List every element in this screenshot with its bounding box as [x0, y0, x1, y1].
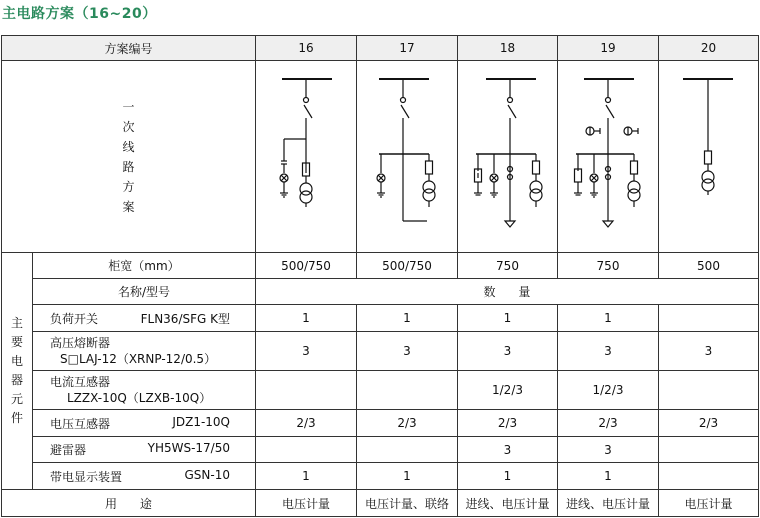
table-cell: [558, 490, 658, 517]
table-cell: [256, 463, 356, 489]
table-cell: [357, 305, 457, 331]
cell-value: 1: [604, 311, 612, 325]
table-cell: [357, 410, 457, 436]
cell-value: 1/2/3: [592, 383, 624, 397]
main-components-label: [2, 253, 32, 489]
component-name: 电流互感器: [50, 375, 111, 389]
row-label-cell: [33, 463, 255, 489]
scheme-number-cell: [357, 36, 457, 60]
scheme-number-cell: [659, 36, 758, 60]
component-model: YH5WS-17/50: [147, 441, 230, 455]
cell-value: 3: [503, 442, 512, 457]
table-cell: [659, 437, 758, 462]
cell-value: 进线、电压计量: [465, 497, 550, 511]
label-char: 线: [122, 139, 135, 154]
table-cell: [256, 410, 356, 436]
scheme-number-cell: [256, 36, 356, 60]
usage-label: [2, 490, 255, 517]
component-model: FLN36/SFG K型: [140, 311, 230, 326]
scheme-number: 19: [600, 41, 616, 55]
table-cell: [256, 305, 356, 331]
label-char: 电: [10, 354, 23, 368]
table-cell: [558, 463, 658, 489]
label-char: 要: [10, 335, 23, 349]
cell-value: 电压计量: [281, 497, 330, 511]
cell-value: 3: [302, 344, 310, 358]
label-char: 元: [10, 392, 23, 406]
table-cell: [659, 490, 758, 517]
table-cell: [558, 305, 658, 331]
component-model: LZZX-10Q（LZXB-10Q）: [67, 391, 212, 405]
cell-value: 1: [604, 469, 612, 483]
component-model: JDZ1-10Q: [172, 414, 230, 429]
name-model-label: [33, 279, 255, 304]
table-cell: [458, 437, 557, 462]
scheme-number: 16: [298, 41, 314, 55]
row-label: [50, 415, 240, 432]
cell-value: 3: [704, 344, 713, 358]
row-label-cell: [33, 371, 255, 409]
row-label-cell: [33, 332, 255, 370]
component-name: 负荷开关: [50, 311, 99, 326]
cell-value: 1: [403, 311, 411, 325]
table-cell: [659, 305, 758, 331]
component-name: 电压互感器: [50, 416, 111, 431]
scheme-number-cell: [558, 36, 658, 60]
scheme-no-header: [2, 36, 255, 60]
circuit-diagram-20: [659, 61, 758, 252]
cell-value: 电压计量、联络: [364, 497, 449, 511]
cabinet-width-label: [33, 253, 255, 278]
table-cell: [357, 437, 457, 462]
label-char: 方: [122, 179, 135, 194]
table-cell: [458, 253, 557, 278]
cell-value: 2/3: [698, 416, 719, 430]
table-cell: [558, 410, 658, 436]
cell-value: 进线、电压计量: [565, 497, 650, 511]
cell-value: 3: [604, 344, 612, 358]
label-char: 案: [122, 199, 135, 214]
label-char: 器: [10, 373, 23, 387]
cell-value: 500/750: [382, 258, 432, 273]
table-cell: [659, 253, 758, 278]
cell-value: 2/3: [497, 416, 518, 430]
cell-value: 750: [496, 258, 519, 273]
table-cell: [458, 371, 557, 409]
table-cell: [659, 371, 758, 409]
table-cell: [458, 490, 557, 517]
table-cell: [458, 305, 557, 331]
label-char: 路: [122, 159, 135, 174]
scheme-number: 20: [700, 41, 717, 55]
table-cell: [357, 463, 457, 489]
component-name: 高压熔断器: [50, 336, 111, 350]
row-label: 柜宽（mm）: [108, 259, 180, 273]
table-cell: [558, 253, 658, 278]
cell-value: 500: [697, 258, 720, 273]
cell-value: 2/3: [397, 416, 417, 430]
circuit-diagram-16: [256, 61, 356, 252]
component-name: 避雷器: [50, 443, 87, 457]
quantity-label: 数 量: [483, 285, 531, 299]
table-cell: [558, 371, 658, 409]
cell-value: 500/750: [281, 258, 331, 273]
table-cell: [357, 490, 457, 517]
table-cell: [659, 332, 758, 370]
circuit-diagram-17: [357, 61, 457, 252]
cell-value: 2/3: [598, 416, 618, 430]
table-cell: [458, 332, 557, 370]
row-label-cell: [33, 437, 255, 462]
table-cell: [357, 371, 457, 409]
table-cell: [256, 253, 356, 278]
table-cell: [558, 332, 658, 370]
cell-value: 3: [403, 344, 411, 358]
cell-value: 750: [596, 258, 620, 273]
cell-value: 1: [503, 311, 512, 325]
cell-value: 2/3: [296, 416, 316, 430]
scheme-no-label: 方案编号: [104, 41, 153, 56]
table-cell: [558, 437, 658, 462]
table-cell: [256, 490, 356, 517]
table-cell: [357, 253, 457, 278]
label-char: 主: [10, 316, 23, 330]
label-char: 件: [10, 411, 23, 425]
table-cell: [256, 437, 356, 462]
component-name: 带电显示装置: [50, 469, 123, 484]
cell-value: 1: [302, 311, 310, 325]
circuit-diagram-18: [458, 61, 557, 252]
primary-circuit-label: [2, 61, 255, 252]
cell-value: 电压计量: [684, 497, 733, 511]
label-char: 次: [122, 119, 135, 134]
row-label-cell: [33, 305, 255, 331]
scheme-number: 17: [399, 41, 415, 55]
table-cell: [256, 332, 356, 370]
row-label: 用 途: [105, 497, 152, 511]
cell-value: 1: [302, 469, 310, 483]
circuit-diagram-19: [558, 61, 658, 252]
cell-value: 1/2/3: [492, 383, 523, 397]
table-cell: [458, 410, 557, 436]
row-label: 名称/型号: [117, 285, 171, 299]
component-model: GSN-10: [184, 467, 230, 482]
cell-value: 3: [604, 442, 612, 457]
table-cell: [256, 371, 356, 409]
scheme-number-cell: [458, 36, 557, 60]
table-cell: [659, 410, 758, 436]
table-cell: [659, 463, 758, 489]
cell-value: 1: [403, 469, 411, 483]
cell-value: 3: [503, 344, 512, 358]
cell-value: 1: [503, 469, 512, 483]
component-model: S□LAJ-12（XRNP-12/0.5）: [60, 352, 217, 366]
table-cell: [357, 332, 457, 370]
page-title: 主电路方案（16~20）: [2, 6, 157, 22]
table-cell: [458, 463, 557, 489]
label-char: 一: [122, 99, 135, 114]
quantity-header: [256, 279, 758, 304]
row-label: [50, 310, 240, 327]
row-label: [50, 468, 240, 485]
scheme-number: 18: [499, 41, 516, 55]
row-label-cell: [33, 410, 255, 436]
row-label: [50, 441, 240, 458]
